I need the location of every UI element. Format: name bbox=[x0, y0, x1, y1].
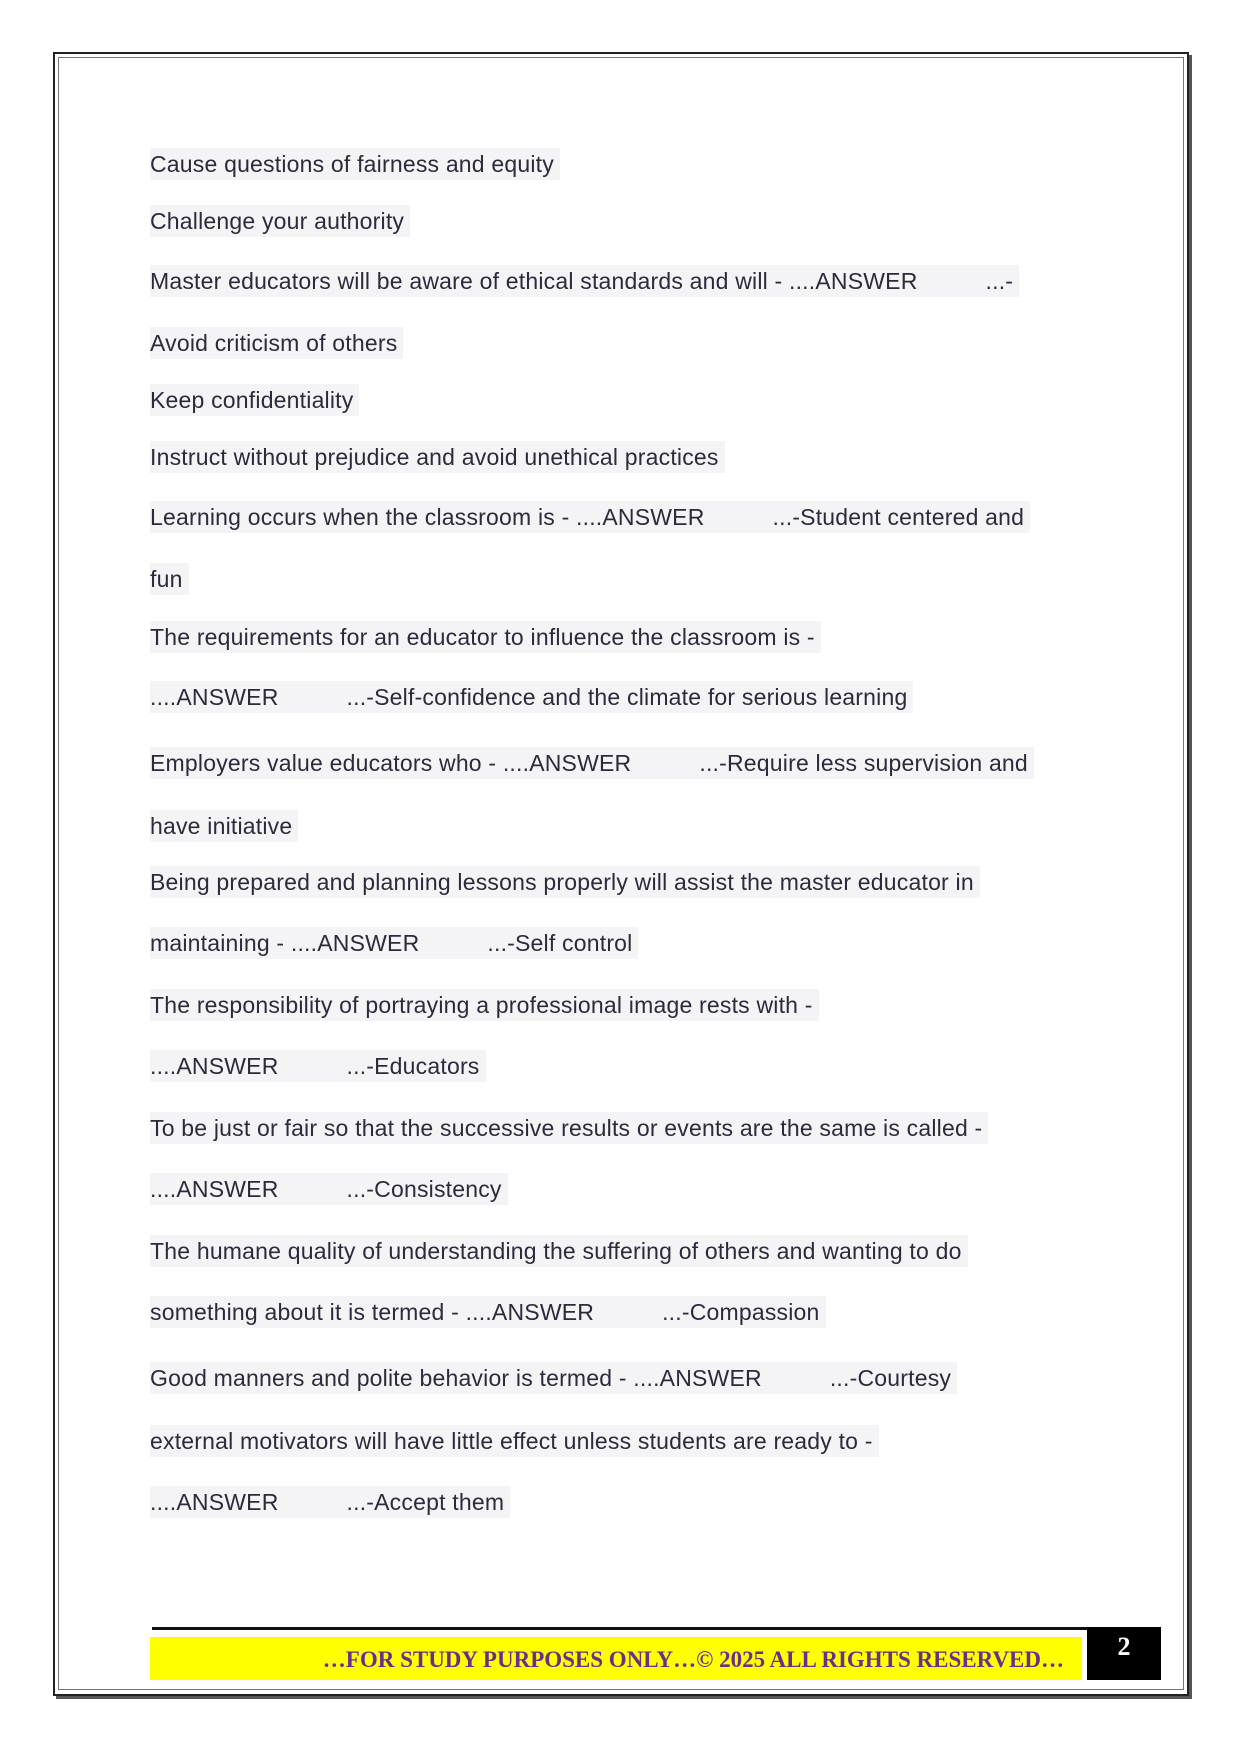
text-line: To be just or fair so that the successive results or events are the same is called - bbox=[150, 1112, 988, 1144]
question-line bbox=[150, 1050, 486, 1082]
question-line bbox=[150, 1486, 510, 1518]
text-line: Instruct without prejudice and avoid unethical practices bbox=[150, 441, 725, 473]
question-text: Good manners and polite behavior is termed - ....ANSWER bbox=[150, 1365, 762, 1391]
text-line: Avoid criticism of others bbox=[150, 327, 403, 359]
text-line: The requirements for an educator to influence the classroom is - bbox=[150, 621, 821, 653]
answer-text: ...-Compassion bbox=[662, 1299, 820, 1325]
answer-text: ...-Student centered and bbox=[772, 504, 1025, 530]
question-text: something about it is termed - ....ANSWER bbox=[150, 1299, 595, 1325]
text-line: Cause questions of fairness and equity bbox=[150, 148, 560, 180]
footer-text: …FOR STUDY PURPOSES ONLY…© 2025 ALL RIGHTS RESERVED… bbox=[322, 1647, 1064, 1672]
question-line bbox=[150, 501, 1030, 533]
answer-text: ...-Self control bbox=[487, 930, 633, 956]
text-line: fun bbox=[150, 563, 189, 595]
text-line: Challenge your authority bbox=[150, 205, 410, 237]
question-text: ....ANSWER bbox=[150, 1053, 279, 1079]
question-line bbox=[150, 747, 1034, 779]
text-line: Keep confidentiality bbox=[150, 384, 359, 416]
answer-text: ...-Educators bbox=[346, 1053, 480, 1079]
answer-text: ...-Courtesy bbox=[829, 1365, 952, 1391]
text-line: have initiative bbox=[150, 810, 298, 842]
text-line: external motivators will have little effect unless students are ready to - bbox=[150, 1425, 879, 1457]
text-line: The responsibility of portraying a professional image rests with - bbox=[150, 989, 819, 1021]
question-text: Employers value educators who - ....ANSWER bbox=[150, 750, 632, 776]
answer-text: ...-Self-confidence and the climate for serious learning bbox=[346, 684, 908, 710]
question-line bbox=[150, 927, 638, 959]
question-line bbox=[150, 681, 913, 713]
question-line bbox=[150, 265, 1019, 297]
answer-text: ...-Consistency bbox=[346, 1176, 502, 1202]
question-text: ....ANSWER bbox=[150, 1176, 279, 1202]
question-line bbox=[150, 1362, 957, 1394]
answer-text: ...-Accept them bbox=[346, 1489, 505, 1515]
footer-rule bbox=[152, 1627, 1092, 1630]
question-text: maintaining - ....ANSWER bbox=[150, 930, 420, 956]
question-text: Master educators will be aware of ethical standards and will - ....ANSWER bbox=[150, 268, 918, 294]
text-line: Being prepared and planning lessons properly will assist the master educator in bbox=[150, 866, 980, 898]
text-line: The humane quality of understanding the suffering of others and wanting to do bbox=[150, 1235, 968, 1267]
question-text: ....ANSWER bbox=[150, 684, 279, 710]
page-number: 2 bbox=[1087, 1627, 1161, 1680]
question-text: Learning occurs when the classroom is - ....ANSWER bbox=[150, 504, 705, 530]
answer-text: ...- bbox=[985, 268, 1014, 294]
question-line bbox=[150, 1296, 826, 1328]
question-line bbox=[150, 1173, 508, 1205]
answer-text: ...-Require less supervision and bbox=[699, 750, 1028, 776]
question-text: ....ANSWER bbox=[150, 1489, 279, 1515]
